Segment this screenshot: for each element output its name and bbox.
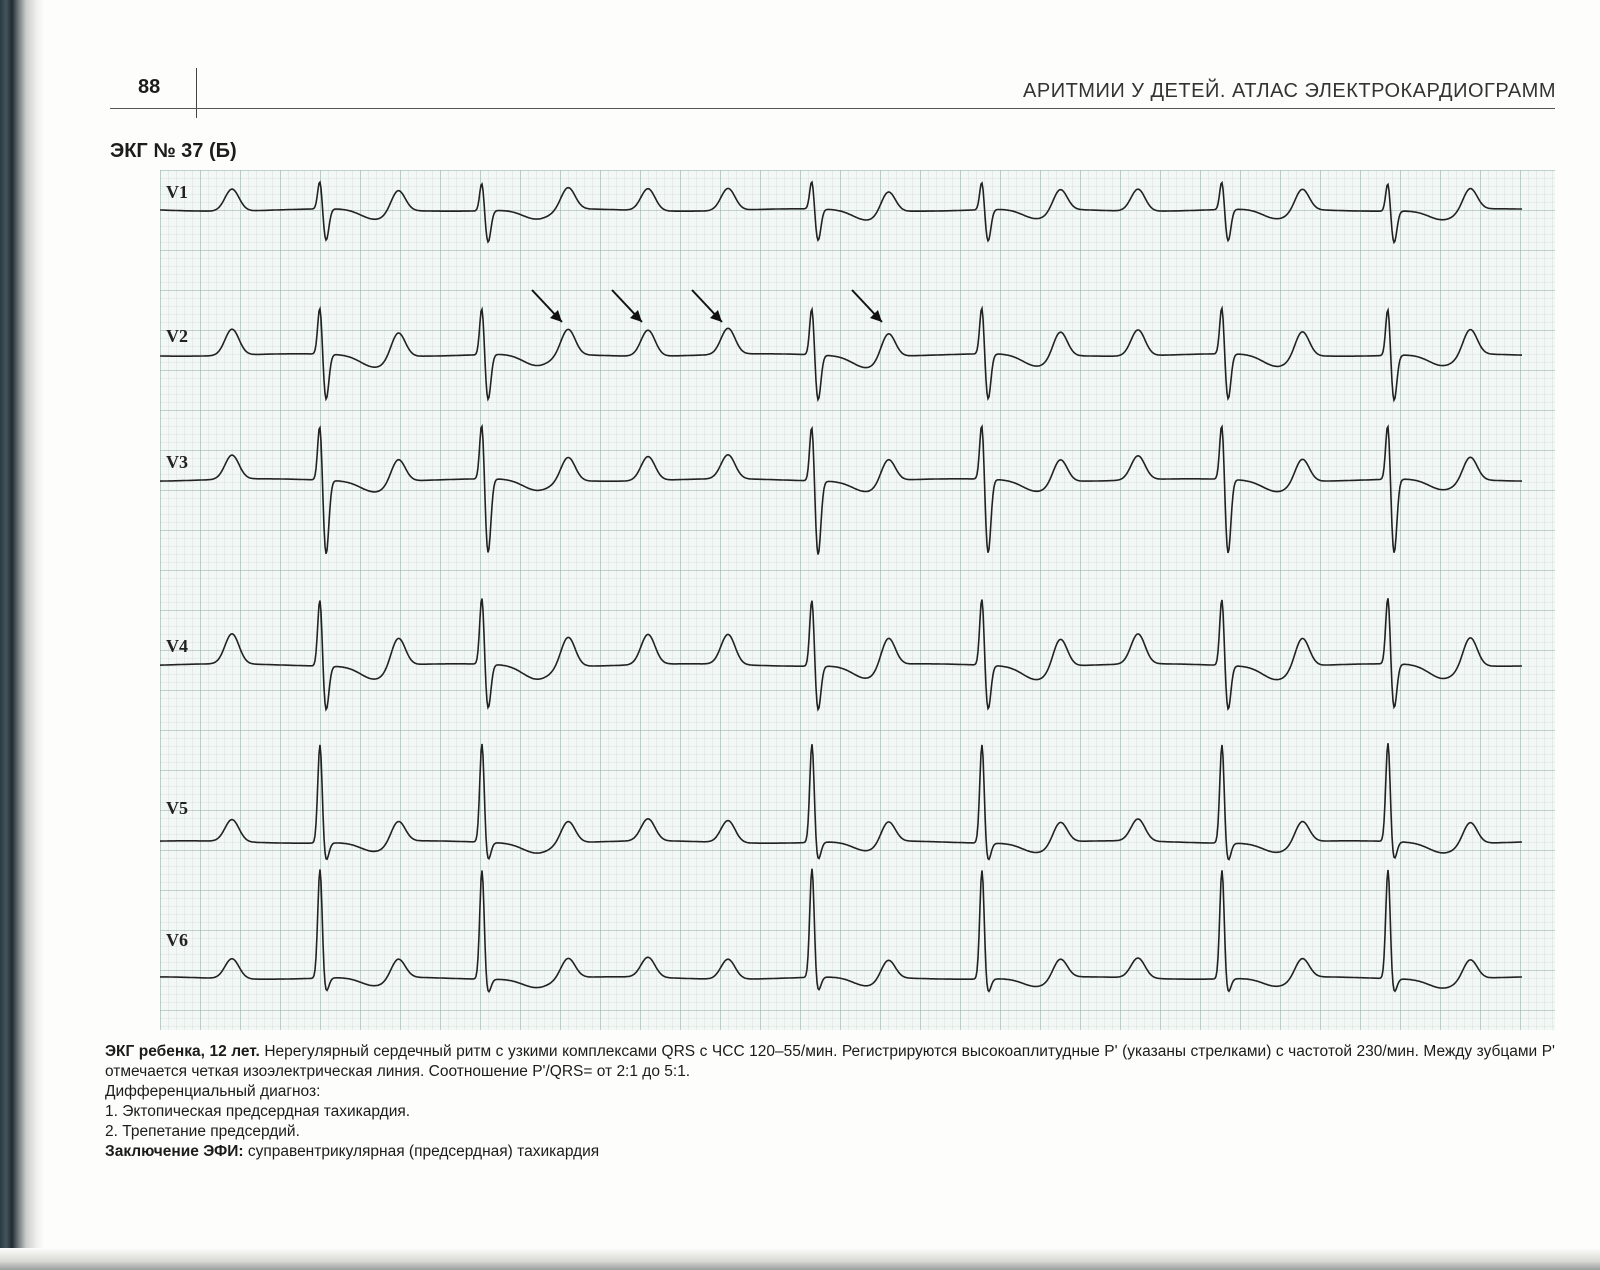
- lead-label-v2: V2: [166, 326, 188, 346]
- page-number: 88: [138, 76, 161, 98]
- caption-lead-bold: ЭКГ ребенка, 12 лет.: [105, 1043, 260, 1060]
- page-bottom-edge: [0, 1248, 1600, 1270]
- lead-label-v3: V3: [166, 452, 188, 472]
- book-spine: [0, 0, 44, 1270]
- lead-label-v1: V1: [166, 182, 188, 202]
- lead-label-v5: V5: [166, 798, 188, 818]
- figure-caption: [105, 1042, 1555, 1162]
- diff-heading: Дифференциальный диагноз:: [105, 1083, 321, 1100]
- lead-label-v6: V6: [166, 930, 188, 950]
- ecg-figure: [160, 170, 1555, 1030]
- diff-item-2: 2. Трепетание предсердий.: [105, 1123, 300, 1140]
- header-divider-vertical: [196, 68, 197, 118]
- conclusion-text: суправентрикулярная (предсердная) тахикардия: [243, 1143, 600, 1160]
- ecg-grid: [160, 170, 1555, 1030]
- ecg-strip: [160, 170, 1555, 1030]
- caption-paragraph: [105, 1042, 1555, 1082]
- ecg-title: ЭКГ № 37 (Б): [110, 140, 237, 162]
- conclusion-bold: Заключение ЭФИ:: [105, 1143, 244, 1160]
- caption-lead-text: Нерегулярный сердечный ритм с узкими комплексами QRS с ЧСС 120–55/мин. Регистрируются высокоаплитудные P' (указаны стрелками) с частотой 230/мин. Между зубцами P' отмечается четкая изоэлектрическая линия. Соотношение P'/QRS= от 2:1 до 5:1.: [105, 1043, 1556, 1080]
- diff-item-1: 1. Эктопическая предсердная тахикардия.: [105, 1103, 411, 1120]
- header-rule: [110, 108, 1555, 109]
- conclusion: [105, 1142, 1555, 1162]
- running-title: АРИТМИИ У ДЕТЕЙ. АТЛАС ЭЛЕКТРОКАРДИОГРАММ: [1023, 80, 1556, 102]
- lead-label-v4: V4: [166, 636, 188, 656]
